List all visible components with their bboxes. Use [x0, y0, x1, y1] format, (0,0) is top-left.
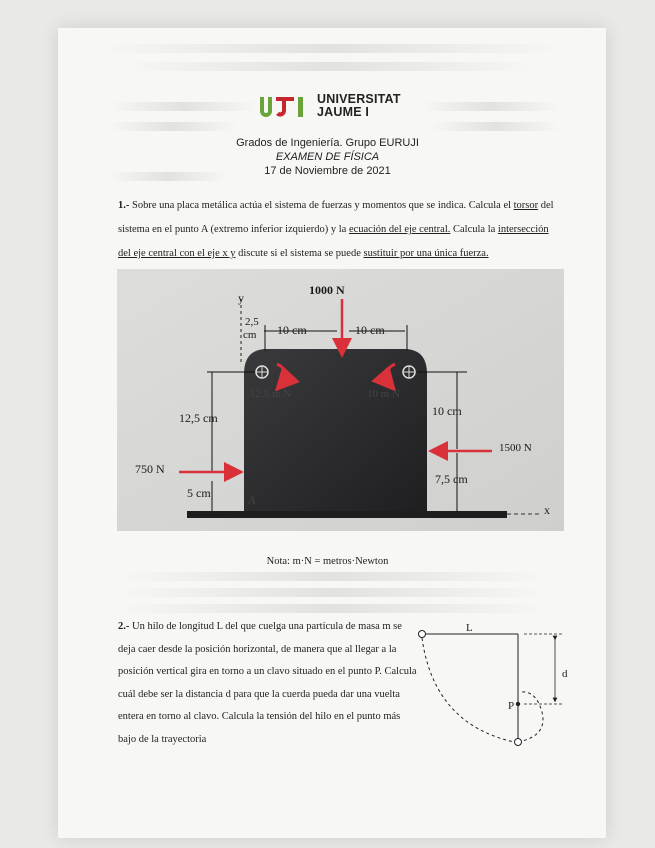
- label-dim-10b: 10 cm: [355, 323, 385, 337]
- label-force-1000: 1000 N: [309, 283, 345, 297]
- pendulum-diagram: [412, 624, 582, 754]
- question-1: 1.- Sobre una placa metálica actúa el sistema de fuerzas y momentos que se indica. Calcula el torsor del sistema en el punto A (extremo inferior izquierdo) y la ecuación del eje central. Calcula la intersección del eje central con el eje x y discute si el sistema se puede sustituir por una única fuerza.: [118, 200, 554, 259]
- plate-diagram: [117, 269, 564, 531]
- nail-point: [516, 702, 520, 706]
- label-moment-10: 10 m N: [367, 388, 400, 400]
- bleed-through-line: [430, 122, 560, 131]
- particle-bottom: [515, 739, 522, 746]
- bleed-through-line: [112, 604, 552, 613]
- label-axis-x: x: [544, 503, 550, 517]
- note: Nota: m·N = metros·Newton: [266, 556, 389, 567]
- bleed-through-line: [108, 102, 258, 111]
- bleed-through-line: [112, 572, 552, 581]
- university-logo: [258, 93, 418, 133]
- pendulum-figure: [412, 624, 582, 754]
- label-force-750: 750 N: [135, 462, 165, 476]
- course-title: Grados de Ingeniería. Grupo EURUJI: [236, 137, 419, 149]
- label-axis-y: y: [238, 291, 244, 305]
- label-dim-25-unit: cm: [243, 329, 257, 341]
- label-dim-10-right: 10 cm: [432, 404, 462, 418]
- label-P: P: [508, 700, 515, 712]
- particle-start: [419, 631, 426, 638]
- label-d: d: [562, 668, 568, 680]
- label-point-a: A: [248, 493, 256, 507]
- label-force-1500: 1500 N: [499, 442, 532, 454]
- bleed-through-line: [120, 62, 540, 71]
- exam-date: 17 de Noviembre de 2021: [264, 165, 391, 177]
- trajectory-loop: [518, 692, 543, 742]
- uji-logo-icon: [258, 95, 314, 121]
- plate-figure: [117, 269, 564, 531]
- label-dim-75: 7,5 cm: [435, 472, 468, 486]
- label-dim-25: 2,5: [245, 316, 259, 328]
- label-dim-125: 12,5 cm: [179, 411, 218, 425]
- ground-bar: [187, 511, 507, 518]
- trajectory-swing: [422, 638, 514, 742]
- bleed-through-line: [95, 44, 565, 53]
- bleed-through-line: [108, 122, 238, 131]
- question-2: 2.- Un hilo de longitud L del que cuelga una partícula de masa m se deja caer desde la posición horizontal, de manera que al llegar a la posición vertical gira en torno a un clavo situado en el punto P. Calcula cuál debe ser la distancia d para que la cuerda pueda dar una vuelta entera en torno al clavo. Calcula la tensión del hilo en el punto más bajo de la trayectoria: [118, 621, 417, 745]
- exam-title: EXAMEN DE FÍSICA: [275, 151, 380, 163]
- label-moment-125: 12,5 m N: [250, 388, 292, 400]
- metal-plate: [244, 349, 427, 511]
- label-dim-5: 5 cm: [187, 486, 211, 500]
- bleed-through-line: [112, 588, 552, 597]
- university-name: UNIVERSITAT JAUME I: [317, 92, 401, 119]
- bleed-through-line: [420, 102, 560, 111]
- label-dim-10a: 10 cm: [277, 323, 307, 337]
- label-L: L: [466, 622, 473, 634]
